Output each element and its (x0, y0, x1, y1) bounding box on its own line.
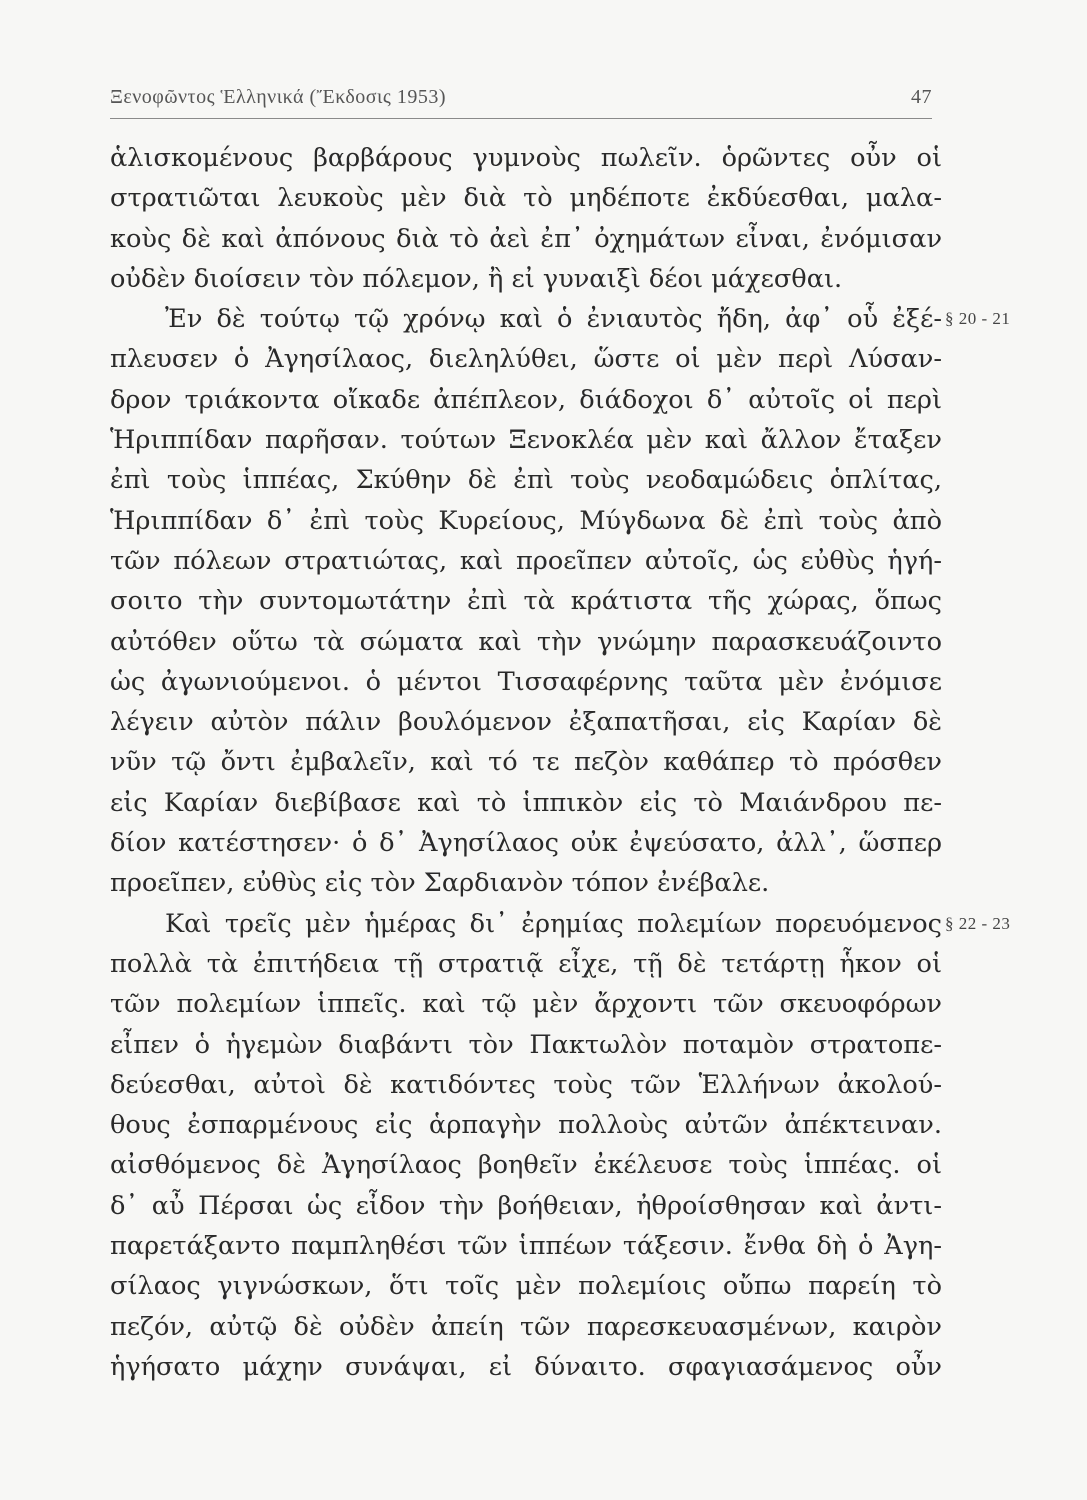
text-line: δρον τριάκοντα οἴκαδε ἀπέπλεον, διάδοχοι δ᾽ αὐτοῖς οἱ περὶ (110, 384, 942, 415)
page-number: 47 (911, 86, 932, 108)
text-line: δίον κατέστησεν· ὁ δ᾽ Ἀγησίλαος οὐκ ἐψεύσατο, ἀλλ᾽, ὥσπερ (110, 828, 942, 859)
text-line: προεῖπεν, εὐθὺς εἰς τὸν Σαρδιανὸν τόπον ἐνέβαλε. (110, 868, 770, 899)
text-line: αὐτόθεν οὕτω τὰ σώματα καὶ τὴν γνώμην παρασκευάζοιντο (110, 626, 942, 657)
text-line: ἡγήσατο μάχην συνάψαι, εἰ δύναιτο. σφαγιασάμενος οὖν (110, 1351, 942, 1382)
section-marker: § 22 - 23 (945, 913, 1011, 933)
header-title: Ξενοφῶντος Ἑλληνικά (Ἔκδοσις 1953) (110, 86, 447, 108)
text-line: πεζόν, αὐτῷ δὲ οὐδὲν ἀπείη τῶν παρεσκευασμένων, καιρὸν (110, 1311, 942, 1342)
text-line: πλευσεν ὁ Ἀγησίλαος, διεληλύθει, ὥστε οἱ μὲν περὶ Λύσαν- (110, 344, 942, 375)
paragraph-start-line (110, 299, 1011, 339)
text-line: θους ἐσπαρμένους εἰς ἁρπαγὴν πολλοὺς αὐτῶν ἀπέκτειναν. (110, 1110, 942, 1141)
text-line: ἐπὶ τοὺς ἱππέας, Σκύθην δὲ ἐπὶ τοὺς νεοδαμώδεις ὁπλίτας, (110, 465, 942, 496)
text-line: εἶπεν ὁ ἡγεμὼν διαβάντι τὸν Πακτωλὸν ποταμὸν στρατοπε- (110, 1029, 942, 1060)
text-line: εἰς Καρίαν διεβίβασε καὶ τὸ ἱππικὸν εἰς τὸ Μαιάνδρου πε- (110, 787, 942, 818)
text-line: Ἐν δὲ τούτῳ τῷ χρόνῳ καὶ ὁ ἐνιαυτὸς ἤδη, ἀφ᾽ οὗ ἐξέ- (165, 304, 942, 335)
text-line: λέγειν αὐτὸν πάλιν βουλόμενον ἐξαπατῆσαι, εἰς Καρίαν δὲ (110, 707, 942, 738)
text-line: Ἡριππίδαν δ᾽ ἐπὶ τοὺς Κυρείους, Μύγδωνα δὲ ἐπὶ τοὺς ἀπὸ (110, 505, 942, 536)
section-marker: § 20 - 21 (945, 309, 1011, 329)
body-text (110, 138, 1011, 1387)
text-line: Ἡριππίδαν παρῆσαν. τούτων Ξενοκλέα μὲν καὶ ἄλλον ἔταξεν (110, 425, 942, 456)
text-line: παρετάξαντο παμπληθέσι τῶν ἱππέων τάξεσιν. ἔνθα δὴ ὁ Ἀγη- (110, 1231, 942, 1262)
text-line: αἰσθόμενος δὲ Ἀγησίλαος βοηθεῖν ἐκέλευσε τοὺς ἱππέας. οἱ (110, 1150, 942, 1181)
text-line: ἁλισκομένους βαρβάρους γυμνοὺς πωλεῖν. ὁρῶντες οὖν οἱ (110, 143, 942, 173)
text-line: δεύεσθαι, αὐτοὶ δὲ κατιδόντες τοὺς τῶν Ἑλλήνων ἀκολού- (110, 1069, 942, 1100)
text-line: στρατιῶται λευκοὺς μὲν διὰ τὸ μηδέποτε ἐκδύεσθαι, μαλα- (110, 183, 942, 214)
text-line: ὡς ἀγωνιούμενοι. ὁ μέντοι Τισσαφέρνης ταῦτα μὲν ἐνόμισε (110, 666, 942, 697)
text-line: τῶν πολεμίων ἱππεῖς. καὶ τῷ μὲν ἄρχοντι τῶν σκευοφόρων (110, 989, 942, 1020)
text-line: Καὶ τρεῖς μὲν ἡμέρας δι᾽ ἐρημίας πολεμίων πορευόμενος (165, 908, 942, 939)
header-rule (110, 118, 932, 119)
paragraph-start-line (110, 904, 1011, 944)
text-line: πολλὰ τὰ ἐπιτήδεια τῇ στρατιᾷ εἶχε, τῇ δὲ τετάρτῃ ἧκον οἱ (110, 948, 942, 979)
text-line: τῶν πόλεων στρατιώτας, καὶ προεῖπεν αὐτοῖς, ὡς εὐθὺς ἡγή- (110, 545, 942, 576)
text-line: σίλαος γιγνώσκων, ὅτι τοῖς μὲν πολεμίοις οὔπω παρείη τὸ (110, 1271, 942, 1302)
text-line: σοιτο τὴν συντομωτάτην ἐπὶ τὰ κράτιστα τῆς χώρας, ὅπως (110, 586, 942, 617)
text-line: νῦν τῷ ὄντι ἐμβαλεῖν, καὶ τό τε πεζὸν καθάπερ τὸ πρόσθεν (110, 747, 942, 778)
text-line: δ᾽ αὖ Πέρσαι ὡς εἶδον τὴν βοήθειαν, ἠθροίσθησαν καὶ ἀντι- (110, 1190, 942, 1221)
running-header (110, 86, 932, 109)
text-line: κοὺς δὲ καὶ ἀπόνους διὰ τὸ ἀεὶ ἐπ᾽ ὀχημάτων εἶναι, ἐνόμισαν (110, 223, 942, 254)
text-line: οὐδὲν διοίσειν τὸν πόλεμον, ἢ εἰ γυναιξὶ δέοι μάχεσθαι. (110, 263, 843, 294)
